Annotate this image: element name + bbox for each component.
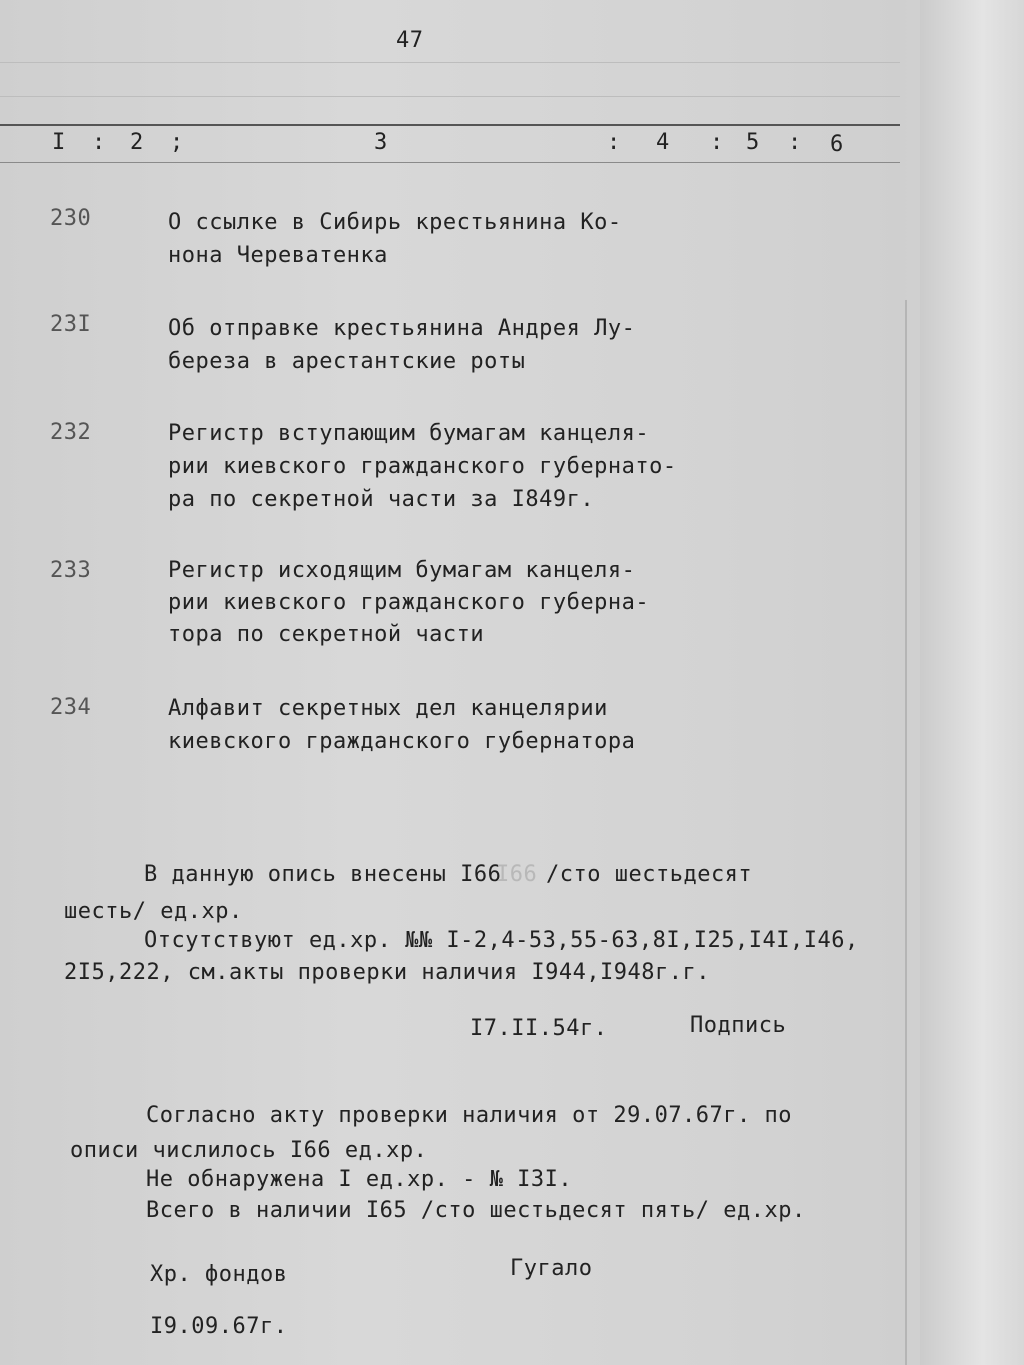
signature-date: I7.II.54г. — [470, 1016, 608, 1041]
summary-missing-line: 2I5,222, см.акты проверки наличия I944,I948г.г. — [64, 960, 711, 985]
column-separator: ; — [170, 130, 184, 155]
column-header-5: 5 — [746, 130, 760, 155]
verification-line: Не обнаружена I ед.хр. - № I3I. — [146, 1167, 573, 1192]
underlying-sheet — [920, 0, 1024, 1365]
ghost-line — [0, 62, 900, 63]
header-top-rule — [0, 124, 900, 126]
column-separator: : — [92, 130, 106, 155]
entry-number: 234 — [50, 695, 92, 720]
entry-text-line: береза в арестантские роты — [168, 349, 526, 374]
page-number: 47 — [396, 28, 424, 53]
entry-text-line: рии киевского гражданского губернато- — [168, 454, 677, 479]
sheet-edge — [905, 300, 907, 1365]
column-header-4: 4 — [656, 130, 670, 155]
column-header-2: 2 — [130, 130, 144, 155]
header-bottom-rule — [0, 162, 900, 163]
entry-text-line: Алфавит секретных дел канцелярии — [168, 696, 608, 721]
summary-faint-number: I66 — [496, 862, 538, 887]
entry-text-line: киевского гражданского губернатора — [168, 729, 636, 754]
footer-position: Хр. фондов — [150, 1262, 288, 1287]
column-separator: : — [710, 130, 724, 155]
column-header-1: I — [52, 130, 66, 155]
entry-text-line: Регистр исходящим бумагам канцеля- — [168, 558, 636, 583]
summary-line: /сто шестьдесят — [546, 862, 753, 887]
summary-line: В данную опись внесены I66 — [144, 862, 502, 887]
entry-number: 233 — [50, 558, 92, 583]
entry-number: 232 — [50, 420, 92, 445]
verification-line: описи числилось I66 ед.хр. — [70, 1138, 428, 1163]
entry-text-line: нона Череватенка — [168, 243, 388, 268]
summary-line: шесть/ ед.хр. — [64, 899, 243, 924]
column-separator: : — [788, 130, 802, 155]
column-header-6: 6 — [830, 132, 844, 157]
entry-text-line: рии киевского гражданского губерна- — [168, 590, 650, 615]
summary-missing-line: Отсутствуют ед.хр. №№ I-2,4-53,55-63,8I,I25,I4I,I46, — [144, 928, 859, 953]
entry-text-line: О ссылке в Сибирь крестьянина Ко- — [168, 210, 622, 235]
column-separator: : — [607, 130, 621, 155]
entry-text-line: тора по секретной части — [168, 622, 485, 647]
verification-line: Всего в наличии I65 /сто шестьдесят пять/ ед.хр. — [146, 1198, 806, 1223]
entry-text-line: ра по секретной части за I849г. — [168, 487, 595, 512]
entry-number: 230 — [50, 206, 92, 231]
column-header-3: 3 — [374, 130, 388, 155]
entry-text-line: Регистр вступающим бумагам канцеля- — [168, 421, 650, 446]
footer-name: Гугало — [510, 1256, 593, 1281]
footer-date: I9.09.67г. — [150, 1314, 288, 1339]
entry-text-line: Об отправке крестьянина Андрея Лу- — [168, 316, 636, 341]
ghost-line — [0, 96, 900, 97]
verification-line: Согласно акту проверки наличия от 29.07.67г. по — [146, 1103, 793, 1128]
signature-label: Подпись — [690, 1013, 787, 1038]
entry-number: 23I — [50, 312, 92, 337]
